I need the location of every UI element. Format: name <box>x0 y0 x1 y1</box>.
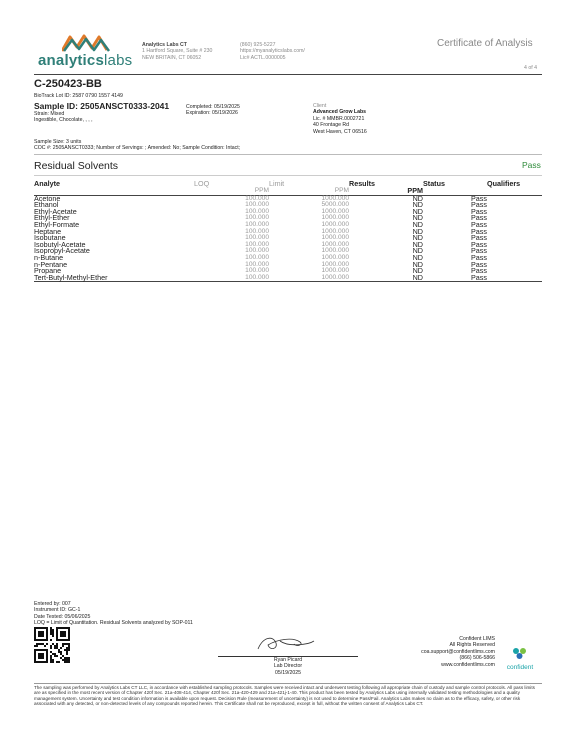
confident-logo <box>500 646 540 671</box>
section-title: Residual Solvents <box>34 160 119 172</box>
cell-loq: 100.000 <box>245 227 269 235</box>
cell-qualifiers <box>487 222 542 229</box>
cell-status: Pass <box>471 272 487 282</box>
cell-limit: 1000.000 <box>321 234 349 242</box>
table-row <box>34 268 542 275</box>
date-tested: Date Tested: 05/06/2025 <box>34 613 91 620</box>
table-row <box>34 209 542 216</box>
sample-code: C-250423-BB <box>34 78 102 90</box>
cell-limit: 1000.000 <box>321 267 349 275</box>
table-row <box>34 262 542 269</box>
cell-qualifiers <box>487 195 542 202</box>
cell-result: ND <box>412 226 423 236</box>
lab-name: Analytics Labs CT <box>142 42 187 48</box>
cell-result: ND <box>412 272 423 282</box>
table-row <box>34 195 542 202</box>
section-title-underline <box>34 175 542 176</box>
cell-analyte: Acetone <box>34 193 61 203</box>
cell-loq: 100.000 <box>245 273 269 281</box>
table-row <box>34 215 542 222</box>
cell-qualifiers <box>487 262 542 269</box>
signature-date: 05/19/2025 <box>275 669 301 676</box>
lims-phone: (866) 506-5866 <box>459 655 495 662</box>
col-results: Results <box>349 178 375 188</box>
lims-name: Confident LIMS <box>459 636 495 642</box>
cell-limit: 1000.000 <box>321 194 349 202</box>
cell-qualifiers <box>487 248 542 255</box>
section-divider-top <box>34 154 542 155</box>
cell-status: Pass <box>471 219 487 229</box>
lab-url[interactable]: https://myanalyticslabs.com/ <box>240 48 305 55</box>
cell-status: Pass <box>471 246 487 256</box>
cell-loq: 100.000 <box>245 201 269 209</box>
cell-analyte: n-Butane <box>34 252 64 262</box>
table-row <box>34 229 542 236</box>
unit-results: PPM <box>407 186 423 195</box>
col-analyte: Analyte <box>34 178 60 188</box>
cell-result: ND <box>412 266 423 276</box>
completed-date: Completed: 05/19/2025 <box>186 104 240 110</box>
signature-image <box>218 633 348 655</box>
cell-result: ND <box>412 259 423 269</box>
cell-qualifiers <box>487 268 542 275</box>
expiration-date: Expiration: 05/19/2026 <box>186 110 238 117</box>
cell-status: Pass <box>471 213 487 223</box>
col-loq: LOQ <box>194 178 210 188</box>
client-address-line2: West Haven, CT 06516 <box>313 128 367 135</box>
cell-status: Pass <box>471 239 487 249</box>
lab-phone: (860) 925-5227 <box>240 42 276 48</box>
lab-address-line2: NEW BRITAIN, CT 06052 <box>142 54 202 61</box>
cell-result: ND <box>412 233 423 243</box>
cell-analyte: Isopropyl-Acetate <box>34 246 90 256</box>
cell-result: ND <box>412 246 423 256</box>
cell-limit: 1000.000 <box>321 240 349 248</box>
lims-email[interactable]: coa.support@confidentlims.com <box>421 648 495 655</box>
cell-analyte: Heptane <box>34 226 62 236</box>
logo-text-thin: labs <box>104 52 133 69</box>
cell-limit: 1000.000 <box>321 247 349 255</box>
cell-result: ND <box>412 213 423 223</box>
cell-status: Pass <box>471 200 487 210</box>
cell-limit: 1000.000 <box>321 220 349 228</box>
cell-qualifiers <box>487 229 542 236</box>
cell-result: ND <box>412 239 423 249</box>
analytics-labs-logo <box>38 34 138 74</box>
cell-loq: 100.000 <box>245 253 269 261</box>
signatory-name: Ryan Picard <box>273 657 303 663</box>
cell-qualifiers <box>487 275 542 282</box>
residual-solvents-table <box>34 180 542 282</box>
cell-result: ND <box>412 200 423 210</box>
sample-matrix: Ingestible, Chocolate, , , , <box>34 117 93 124</box>
cell-analyte: Propane <box>34 266 62 276</box>
cell-analyte: Ethyl-Formate <box>34 219 80 229</box>
cell-loq: 100.000 <box>245 260 269 268</box>
cell-status: Pass <box>471 266 487 276</box>
cell-loq: 100.000 <box>245 267 269 275</box>
cell-analyte: Ethanol <box>34 200 59 210</box>
cell-loq: 100.000 <box>245 207 269 215</box>
cell-qualifiers <box>487 235 542 242</box>
cell-result: ND <box>412 206 423 216</box>
cell-limit: 1000.000 <box>321 227 349 235</box>
cell-loq: 100.000 <box>245 247 269 255</box>
cell-qualifiers <box>487 255 542 262</box>
col-status: Status <box>423 178 445 188</box>
qr-code[interactable] <box>34 627 70 663</box>
table-row <box>34 222 542 229</box>
lims-rights: All Rights Reserved <box>449 642 495 649</box>
sample-id: Sample ID: 2505ANSCT0333-2041 <box>34 101 170 111</box>
table-header-row <box>34 180 542 188</box>
section-status-badge: Pass <box>522 160 541 170</box>
cell-qualifiers <box>487 242 542 249</box>
col-limit: Limit <box>269 178 285 188</box>
client-license: Lic. # MMBR.0002721 <box>313 115 365 122</box>
cell-status: Pass <box>471 226 487 236</box>
mountain-logo-icon <box>62 34 112 52</box>
table-row <box>34 202 542 209</box>
confident-dots-icon <box>512 647 528 659</box>
strain: Strain: Mixed <box>34 111 65 117</box>
cell-result: ND <box>412 252 423 262</box>
unit-loq: PPM <box>254 187 269 194</box>
cell-limit: 1000.000 <box>321 214 349 222</box>
biotrack-lot-id: BioTrack Lot ID: 2587 0790 1557 4149 <box>34 93 123 99</box>
page-indicator: 4 of 4 <box>524 65 537 71</box>
client-name: Advanced Grow Labs <box>313 109 367 116</box>
cell-loq: 100.000 <box>245 240 269 248</box>
instrument-id: Instrument ID: GC-1 <box>34 607 81 614</box>
lab-license: Lic# ACTL.0000005 <box>240 54 286 61</box>
cell-result: ND <box>412 193 423 203</box>
coc-info: COC #: 2505ANSCT0333; Number of Servings: ; Amended: No; Sample Condition: Intact; <box>34 145 241 152</box>
col-qualifiers: Qualifiers <box>487 178 521 188</box>
cell-limit: 1000.000 <box>321 260 349 268</box>
cell-status: Pass <box>471 233 487 243</box>
confident-wordmark: confident <box>506 664 534 671</box>
client-label: Client <box>313 103 327 109</box>
cell-analyte: Tert-Butyl-Methyl-Ether <box>34 272 108 282</box>
cell-loq: 100.000 <box>245 234 269 242</box>
lims-url[interactable]: www.confidentlims.com <box>441 661 495 668</box>
cell-qualifiers <box>487 215 542 222</box>
client-address-line1: 40 Frontage Rd <box>313 122 350 129</box>
cell-analyte: Ethyl-Ether <box>34 213 70 223</box>
cell-loq: 100.000 <box>245 214 269 222</box>
cell-status: Pass <box>471 206 487 216</box>
cell-limit: 1000.000 <box>321 253 349 261</box>
table-row <box>34 248 542 255</box>
cell-analyte: Ethyl-Acetate <box>34 206 77 216</box>
unit-limit: PPM <box>334 187 349 194</box>
logo-text-bold: analytics <box>38 52 105 69</box>
cell-analyte: Isobutane <box>34 233 66 243</box>
cell-limit: 5000.000 <box>321 201 349 209</box>
signatory-title: Lab Director <box>273 663 303 670</box>
sample-size: Sample Size: 3 units <box>34 139 82 145</box>
table-row <box>34 242 542 249</box>
cell-status: Pass <box>471 259 487 269</box>
table-row <box>34 275 542 282</box>
cell-status: Pass <box>471 193 487 203</box>
cell-qualifiers <box>487 209 542 216</box>
header-divider <box>34 74 542 75</box>
cell-loq: 100.000 <box>245 194 269 202</box>
table-units-row <box>34 188 542 195</box>
cell-result: ND <box>412 219 423 229</box>
table-row <box>34 255 542 262</box>
cell-limit: 1000.000 <box>321 273 349 281</box>
cell-analyte: n-Pentane <box>34 259 68 269</box>
cell-status: Pass <box>471 252 487 262</box>
table-row <box>34 235 542 242</box>
footer-divider <box>34 683 542 684</box>
cell-limit: 1000.000 <box>321 207 349 215</box>
loq-note: LOQ = Limit of Quantitation. Residual Solvents analyzed by SOP-011 <box>34 620 193 627</box>
cell-qualifiers <box>487 202 542 209</box>
lab-address-line1: 1 Hartford Square, Suite # 230 <box>142 48 213 55</box>
document-title: Certificate of Analysis <box>437 38 533 49</box>
disclaimer-text: The sampling was performed by Analytics Labs CT LLC, in accordance with established sampling protocols. Samples were received intact and underwent testing following all appropriate chain of custody and sample control protocols. All pass limits are as specified in the most recent version of Chapter 420f Sec. 21a-408-414, Chapter 420f Sec. 21a-420-429 and 21a-421j-1-40. This product has been tested by Analytics Labs using internally validated testing methodologies and a quality management system. Uncertainty and test condition information is available upon request. Decision Rule (measurement of uncertainty) is not used to determine Pass/Fail. Analytics Labs makes no claim as to the efficacy, safety, or other risk associated with any detected, or non-detected levels of any compounds reported herein. This Certificate shall not be reproduced, except in full, without the written consent of Analytics Labs CT. <box>34 685 535 707</box>
cell-loq: 100.000 <box>245 220 269 228</box>
entered-by: Entered by: 007 <box>34 601 71 607</box>
cell-analyte: Isobutyl-Acetate <box>34 239 86 249</box>
